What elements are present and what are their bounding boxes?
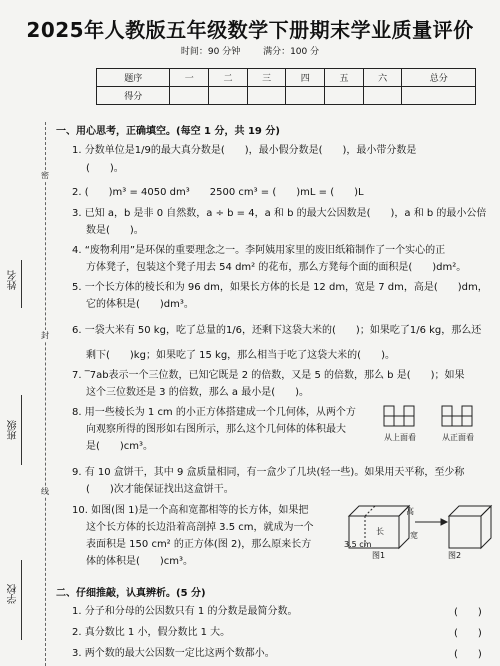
question-9-cont: ( )次才能保证找出这盒饼干。 bbox=[86, 484, 234, 495]
fig1-caption: 图1 bbox=[372, 551, 386, 560]
fig-length-label: 长 bbox=[376, 527, 384, 536]
judge-item-3: 3. 两个数的最大公因数一定比这两个数都小。 bbox=[72, 648, 275, 659]
name-line bbox=[21, 260, 22, 308]
header-cell: 一 bbox=[170, 69, 209, 87]
question-1: 1. 分数单位是1/9的最大真分数是( )，最小假分数是( )，最小带分数是 bbox=[72, 145, 417, 156]
page-title: 2025年人教版五年级数学下册期末学业质量评价 bbox=[26, 18, 474, 42]
name-label: 姓名 bbox=[8, 270, 19, 290]
score-cell[interactable] bbox=[247, 87, 286, 105]
question-10-cont: 这个长方体的长边沿着高剖掉 3.5 cm，就成为一个 bbox=[86, 522, 314, 533]
question-9: 9. 有 10 盒饼干，其中 9 盒质量相同，有一盒少了几块(轻一些)。如果用天平称，至少称 bbox=[72, 467, 465, 478]
judge-blank[interactable]: ( ) bbox=[454, 607, 482, 618]
question-5: 5. 一个长方体的棱长和为 96 dm，如果长方体的长是 12 dm，宽是 7 dm，高是( )dm， bbox=[72, 282, 488, 293]
seal-mark: 线 bbox=[41, 487, 49, 496]
section-title: 一、用心思考，正确填空。(每空 1 分，共 19 分) bbox=[56, 126, 280, 137]
seal-mark: 密 bbox=[41, 171, 49, 180]
fig-height-label: 高 bbox=[406, 507, 414, 516]
q10-figure bbox=[345, 498, 495, 560]
question-8-cont2: 是( )cm³。 bbox=[86, 441, 154, 452]
header-cell: 题序 bbox=[97, 69, 170, 87]
fig-cut-label: 3.5 cm bbox=[344, 540, 372, 549]
judge-blank[interactable]: ( ) bbox=[454, 649, 482, 660]
binding-dotted-line bbox=[45, 122, 46, 666]
question-7: 7. ‾7ab表示一个三位数，已知它既是 2 的倍数，又是 5 的倍数，那么 b 是( )；如果 bbox=[72, 370, 465, 381]
question-2: 2. ( )m³ = 4050 dm³ 2500 cm³ = ( )mL = ( )L bbox=[72, 187, 364, 198]
question-3: 3. 已知 a，b 是非 0 自然数，a ÷ b = 4，a 和 b 的最大公因数是( )，a 和 b 的最小公倍 bbox=[72, 208, 487, 219]
question-7-cont: 这个三位数还是 3 的倍数，那么 a 最小是( )。 bbox=[86, 387, 310, 398]
question-10-cont2: 表面积是 150 cm² 的正方体(图 2)，那么原来长方 bbox=[86, 539, 312, 550]
score-cell[interactable] bbox=[286, 87, 325, 105]
exam-time: 时间：90 分钟 bbox=[180, 47, 241, 57]
top-view-grid bbox=[384, 406, 414, 426]
score-cell[interactable] bbox=[402, 87, 476, 105]
question-4: 4. “废物利用”是环保的重要理念之一。李阿姨用家里的废旧纸箱制作了一个实心的正 bbox=[72, 245, 446, 256]
header-cell: 六 bbox=[363, 69, 402, 87]
cube-figure-2 bbox=[449, 506, 491, 548]
arrow-icon bbox=[415, 519, 447, 525]
score-cell[interactable] bbox=[170, 87, 209, 105]
judge-item-2: 2. 真分数比 1 小，假分数比 1 大。 bbox=[72, 627, 231, 638]
judge-blank[interactable]: ( ) bbox=[454, 628, 482, 639]
header-cell: 四 bbox=[286, 69, 325, 87]
fig2-caption: 图2 bbox=[448, 551, 462, 560]
question-1-cont: ( )。 bbox=[86, 163, 124, 174]
score-table-header bbox=[97, 69, 476, 87]
exam-meta bbox=[0, 44, 500, 57]
front-view-grid bbox=[442, 406, 472, 426]
score-table-row bbox=[97, 87, 476, 105]
question-4-cont: 方体凳子，包装这个凳子用去 54 dm² 的花布，那么方凳每个面的面积是( )dm²。 bbox=[86, 262, 467, 273]
question-10-cont3: 体的体积是( )cm³。 bbox=[86, 556, 194, 567]
school-line bbox=[21, 560, 22, 640]
question-3-cont: 数是( )。 bbox=[86, 225, 144, 236]
header-cell: 五 bbox=[325, 69, 364, 87]
question-8-cont: 向观察所得的图形如右图所示，那么这个几何体的体积最大 bbox=[86, 424, 346, 435]
seal-mark: 封 bbox=[41, 331, 49, 340]
score-cell[interactable] bbox=[209, 87, 248, 105]
question-5-cont: 它的体积是( )dm³。 bbox=[86, 299, 194, 310]
score-cell[interactable] bbox=[325, 87, 364, 105]
class-line bbox=[21, 395, 22, 465]
question-10: 10. 如图(图 1)是一个高和宽都相等的长方体，如果把 bbox=[72, 505, 309, 516]
header-cell: 总分 bbox=[402, 69, 476, 87]
section-title: 二、仔细推敲，认真辨析。(5 分) bbox=[56, 588, 206, 599]
question-8: 8. 用一些棱长为 1 cm 的小正方体搭建成一个几何体，从两个方 bbox=[72, 407, 356, 418]
school-label: 学校 bbox=[8, 584, 19, 604]
fig-width-label: 宽 bbox=[410, 531, 418, 540]
score-table bbox=[96, 68, 476, 105]
judge-item-1: 1. 分子和分母的公因数只有 1 的分数是最简分数。 bbox=[72, 606, 298, 617]
score-cell[interactable] bbox=[363, 87, 402, 105]
question-6: 6. 一袋大米有 50 kg，吃了总量的1/6，还剩下这袋大米的( )；如果吃了1/6 kg，那么还 bbox=[72, 325, 482, 336]
exam-full-score: 满分：100 分 bbox=[263, 47, 320, 57]
class-label: 班级 bbox=[8, 420, 19, 440]
header-cell: 三 bbox=[247, 69, 286, 87]
score-row-label: 得分 bbox=[97, 87, 170, 105]
front-view-caption: 从正面看 bbox=[442, 433, 474, 442]
top-view-caption: 从上面看 bbox=[384, 433, 416, 442]
question-6-cont: 剩下( )kg；如果吃了 15 kg，那么相当于吃了这袋大米的( )。 bbox=[86, 350, 395, 361]
header-cell: 二 bbox=[209, 69, 248, 87]
